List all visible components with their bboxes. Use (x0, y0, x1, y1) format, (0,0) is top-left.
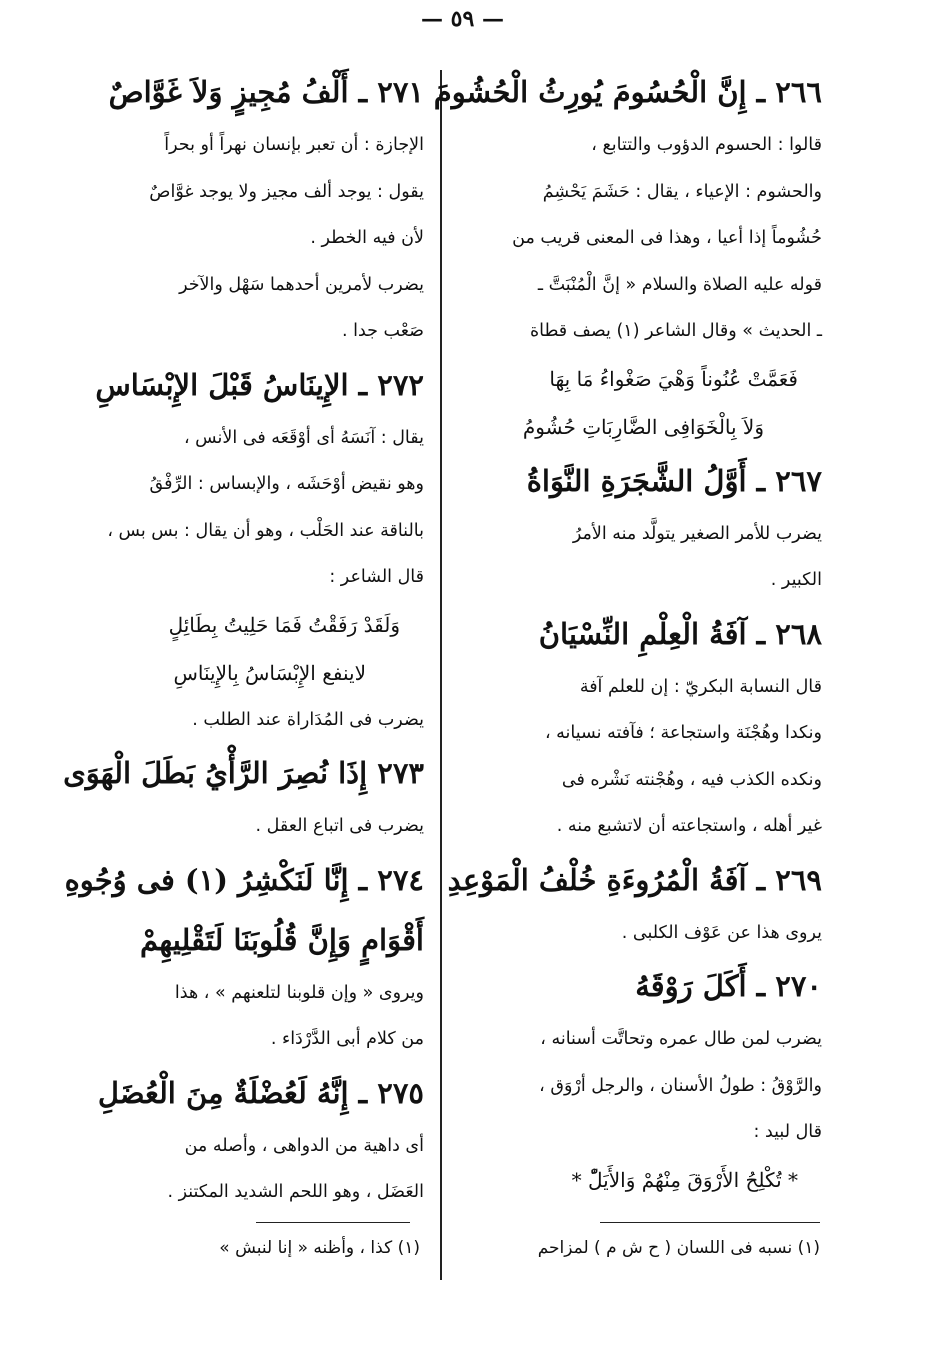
footnote-rule (256, 1222, 410, 1223)
entry-text-line: يقال : آنَسَهُ أى أوْقَعَه فى الأنس ، (183, 427, 424, 448)
entry-text-line: أى داهية من الدواهى ، وأصله من (184, 1135, 424, 1156)
entry-title: ٢٧٠ ـ أَكَلَ رَوْقَهُ (635, 969, 822, 1003)
entry-text-line: ـ الحديث » وقال الشاعر (١) يصف قطاة (529, 321, 822, 341)
entry-text-line: الكبير . (770, 570, 822, 590)
entry-text-line: حُشُوماً إذا أعيا ، وهذا فى المعنى قريب من (512, 228, 822, 248)
entry-272 (64, 355, 424, 744)
entry-text-line: يضرب للأمر الصغير يتولَّد منه الأمرُ (572, 523, 822, 544)
poem-verse: وَلَقَدْ رَفَقْتُ فَمَا حَلِيتُ بِطَائِلٍ (168, 612, 400, 637)
entry-title: ٢٦٧ ـ أَوَّلُ الشَّجَرَةِ النَّوَاةُ (526, 463, 822, 498)
footnote-rule (600, 1222, 820, 1223)
poem-verse: * تُكْلِحُ الأَرْوَقَ مِنْهُمْ وَالأَيَلّْ * (571, 1167, 798, 1192)
entry-title: ٢٧٢ ـ الإِينَاسُ قَبْلَ الإِبْسَاسِ (95, 367, 424, 402)
entry-text-line: العَضَل ، وهو اللحم الشديد المكتنز . (167, 1182, 424, 1202)
entry-title: ٢٦٨ ـ آفَةُ الْعِلْمِ النِّسْيَانُ (538, 616, 822, 651)
entry-273 (64, 743, 424, 850)
entry-275 (64, 1063, 424, 1216)
entry-text-line: قال النسابة البكريّ : إن للعلم آفة (579, 676, 822, 697)
entry-text-line: ونكدا وهُجْنَة واستجاعة ؛ فآفته نسيانه ، (544, 723, 822, 743)
entry-274 (64, 850, 424, 1063)
entry-title: ٢٦٩ ـ آفَةُ الْمُرُوءَةِ خُلْفُ الْمَوْعِدِ (447, 862, 822, 897)
poem-verse: وَلاَ بِالْخَوَافِى الضَّارِبَاتِ حُشُومُ (522, 414, 764, 439)
entry-text-line: قالوا : الحسوم الدؤوب والتتابع ، (591, 135, 822, 155)
entry-text-line: يضرب فى اتباع العقل . (255, 816, 424, 836)
poem-verse: فَعَمَّتْ عُنُوناً وَهْيَ صَغْواءُ مَا بِهَا (549, 366, 798, 391)
entry-270 (470, 956, 822, 1204)
entry-text-line: يقول : يوجد ألف مجيز ولا يوجد غوَّاصٌ (149, 181, 424, 202)
entry-268 (470, 604, 822, 850)
entry-271 (64, 62, 424, 355)
entry-269 (447, 850, 822, 957)
entry-text-line: لأن فيه الخطر . (310, 228, 424, 248)
poem-verse: لاينفع الإِبْسَاسُ بِالإِينَاسِ (173, 660, 366, 685)
left-column (64, 62, 424, 1216)
entry-266 (433, 62, 822, 451)
entry-text-line: يضرب لأمرين أحدهما سَهْل والآخر (179, 274, 424, 295)
entry-267 (470, 451, 822, 604)
entry-text-line: ويروى « وإن قلوبنا لتلعنهم » ، هذا (174, 982, 424, 1003)
entry-text-line: صَعْب جدا . (341, 321, 424, 341)
page-number: — ٥٩ — (421, 6, 504, 32)
footnote: (١) كذا ، وأظنه « إنا لنبش » (219, 1238, 420, 1258)
entry-text-line: ونكده الكذب فيه ، وهُجْنته نَشْره فى (561, 769, 822, 790)
entry-text-line: من كلام أبى الدَّرْدَاء . (270, 1029, 424, 1049)
entry-title-continued: أَقْوَامٍ وَإِنَّ قُلُوبَنَا لَتَقْلِيهِمْ (140, 922, 424, 957)
entry-text-line: وهو نقيض أوْحَشَه ، والإبساس : الرِّفْقُ (149, 474, 424, 494)
entry-title: ٢٧٥ ـ إِنَّهُ لَعُضْلَةٌ مِنَ الْعُضَلِ (97, 1075, 424, 1110)
entry-text-line: والرَّوْقُ : طولُ الأسنان ، والرجل أرْوَق ، (539, 1075, 822, 1096)
entry-text-line: يروى هذا عن عَوْف الكلبى . (621, 922, 822, 943)
entry-text-line: قال الشاعر : (329, 567, 424, 587)
footnote: (١) نسبه فى اللسان ( ح ش م ) لمزاحم (537, 1238, 820, 1258)
entry-text-line: بالناقة عند الحَلْب ، وهو أن يقال : بس بس ، (107, 520, 424, 541)
entry-text-line: والحشوم : الإعياء ، يقال : حَشَمَ يَحْشِمُ (542, 181, 822, 202)
entry-text-line: غير أهله ، واستجاعته أن لاتشبع منه . (556, 816, 822, 836)
entry-text-line: قال لبيد : (753, 1122, 822, 1142)
entry-title: ٢٦٦ ـ إِنَّ الْحُسُومَ يُورِثُ الْحُشُومَ (433, 75, 822, 109)
entry-title: ٢٧١ ـ أَلْفُ مُجِيزٍ وَلاَ غَوَّاصٌ (108, 75, 424, 109)
column-divider (440, 70, 442, 1280)
entry-text-line: قوله عليه الصلاة والسلام « إنَّ الْمُنْبَتَّ ـ (537, 274, 822, 295)
entry-text-line: يضرب لمن طال عمره وتحاتَّت أسنانه ، (540, 1029, 822, 1049)
entry-title: ٢٧٣ إِذَا نُصِرَ الرَّأْيُ بَطَلَ الْهَوَى (63, 756, 424, 790)
right-column (433, 62, 822, 1204)
entry-text-line: الإجازة : أن تعبر بإنسان نهراً أو بحراً (164, 135, 424, 155)
entry-text-line: يضرب فى المُدَاراة عند الطلب . (192, 709, 424, 730)
entry-title: ٢٧٤ ـ إِنَّا لَنَكْشِرُ (١) فى وُجُوهِ (64, 862, 424, 897)
